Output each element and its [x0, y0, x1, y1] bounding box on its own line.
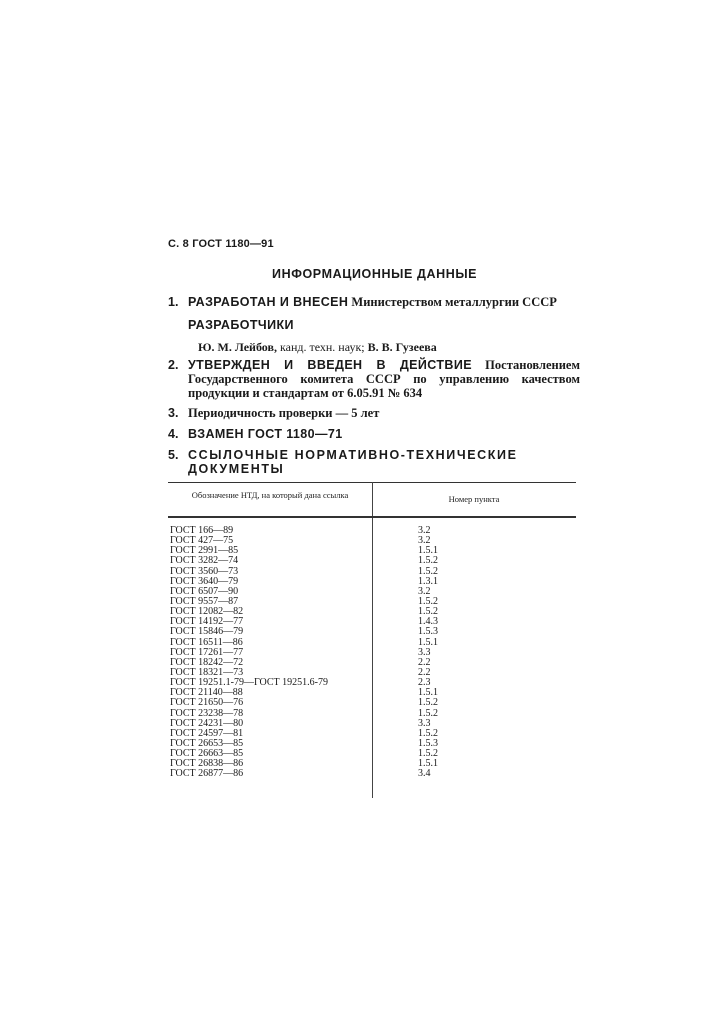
- document-designation-cell: ГОСТ 18321—73: [170, 666, 244, 678]
- developer-title-1: канд. техн. наук;: [276, 340, 368, 354]
- document-designation-cell: ГОСТ 17261—77: [170, 646, 244, 658]
- clause-number-cell: 1.5.2: [418, 565, 438, 577]
- item-text: ССЫЛОЧНЫЕ НОРМАТИВНО-ТЕХНИЧЕСКИЕ ДОКУМЕНТЫ: [188, 448, 518, 476]
- section-title: ИНФОРМАЦИОННЫЕ ДАННЫЕ: [272, 267, 478, 281]
- clause-number-cell: 1.5.1: [418, 636, 438, 648]
- clause-number-cell: 1.5.2: [418, 555, 438, 567]
- table-body: [168, 526, 576, 780]
- clause-number-cell: 2.3: [418, 677, 431, 689]
- clause-number-cell: 3.3: [418, 717, 431, 729]
- document-designation-cell: ГОСТ 26877—86: [170, 768, 244, 780]
- clause-number-cell: 1.5.2: [418, 595, 438, 607]
- document-designation-cell: ГОСТ 26838—86: [170, 758, 244, 770]
- table-header-document: Обозначение НТД, на который дана ссылка: [191, 490, 349, 500]
- document-designation-cell: ГОСТ 3640—79: [170, 575, 239, 587]
- document-designation-cell: ГОСТ 3560—73: [170, 565, 239, 577]
- document-designation-cell: ГОСТ 15846—79: [170, 626, 244, 638]
- item-number: 3.: [168, 406, 179, 420]
- clause-number-cell: 1.5.3: [418, 737, 438, 749]
- clause-number-cell: 1.3.1: [418, 575, 438, 587]
- references-table: [168, 482, 576, 798]
- clause-number-cell: 1.5.1: [418, 545, 438, 557]
- clause-number-cell: 1.5.2: [418, 727, 438, 739]
- item-body: [188, 295, 580, 309]
- item-number: 2.: [168, 358, 179, 372]
- table-header-clause: Номер пункта: [448, 494, 500, 504]
- item-text: Постановлением Государственного комитета СССР по управлению качеством продукции и стандартам от 6.05.91 № 634: [188, 358, 580, 400]
- item-text: Министерством металлургии СССР: [348, 295, 557, 309]
- clause-number-cell: 1.5.2: [418, 606, 438, 618]
- document-designation-cell: ГОСТ 2991—85: [170, 545, 239, 557]
- clause-number-cell: 3.2: [418, 525, 431, 536]
- document-designation-cell: ГОСТ 12082—82: [170, 606, 244, 618]
- document-designation-cell: ГОСТ 21650—76: [170, 697, 244, 709]
- clause-number-cell: 1.5.3: [418, 626, 438, 638]
- clause-number-cell: 1.5.2: [418, 707, 438, 719]
- document-designation-cell: ГОСТ 26663—85: [170, 748, 244, 760]
- document-designation-cell: ГОСТ 24597—81: [170, 727, 244, 739]
- developer-name-1: Ю. М. Лейбов,: [198, 340, 277, 354]
- document-designation-cell: ГОСТ 3282—74: [170, 555, 239, 567]
- clause-number-cell: 1.5.1: [418, 687, 438, 699]
- document-designation-cell: ГОСТ 166—89: [170, 525, 234, 536]
- document-designation-cell: ГОСТ 21140—88: [170, 687, 243, 699]
- clause-number-cell: 1.5.2: [418, 748, 438, 760]
- document-designation-cell: ГОСТ 14192—77: [170, 616, 244, 628]
- table-row: [168, 698, 576, 708]
- item-number: 4.: [168, 427, 179, 441]
- developer-name-2: В. В. Гузеева: [367, 340, 437, 354]
- clause-number-cell: 3.3: [418, 646, 431, 658]
- document-designation-cell: ГОСТ 24231—80: [170, 717, 244, 729]
- clause-number-cell: 2.2: [418, 666, 431, 678]
- table-row: [168, 769, 576, 779]
- document-designation-cell: ГОСТ 6507—90: [170, 585, 239, 597]
- item-text: ВЗАМЕН ГОСТ 1180—71: [188, 427, 343, 441]
- document-designation-cell: ГОСТ 19251.1-79—ГОСТ 19251.6-79: [170, 677, 328, 689]
- table-header-rule: [168, 516, 576, 518]
- document-designation-cell: ГОСТ 9557—87: [170, 595, 239, 607]
- clause-number-cell: 3.2: [418, 535, 431, 547]
- item-body: [188, 358, 580, 400]
- document-designation-cell: ГОСТ 23238—78: [170, 707, 244, 719]
- clause-number-cell: 1.5.2: [418, 697, 438, 709]
- document-designation-cell: ГОСТ 427—75: [170, 535, 234, 547]
- item-number: 1.: [168, 295, 179, 309]
- document-designation-cell: ГОСТ 26653—85: [170, 737, 244, 749]
- document-designation-cell: ГОСТ 18242—72: [170, 656, 244, 668]
- developers-line: [198, 340, 437, 355]
- clause-number-cell: 1.5.1: [418, 758, 438, 770]
- clause-number-cell: 2.2: [418, 656, 431, 668]
- document-designation-cell: ГОСТ 16511—86: [170, 636, 243, 648]
- clause-number-cell: 3.2: [418, 585, 431, 597]
- page-header-reference: С. 8 ГОСТ 1180—91: [168, 238, 274, 250]
- item-text: Периодичность проверки — 5 лет: [188, 406, 380, 420]
- item-number: 5.: [168, 448, 179, 462]
- item-lead: РАЗРАБОТАН И ВНЕСЕН: [188, 295, 349, 309]
- developers-heading: РАЗРАБОТЧИКИ: [188, 318, 294, 332]
- clause-number-cell: 3.4: [418, 768, 431, 780]
- clause-number-cell: 1.4.3: [418, 616, 438, 628]
- item-lead: УТВЕРЖДЕН И ВВЕДЕН В ДЕЙСТВИЕ: [188, 358, 472, 372]
